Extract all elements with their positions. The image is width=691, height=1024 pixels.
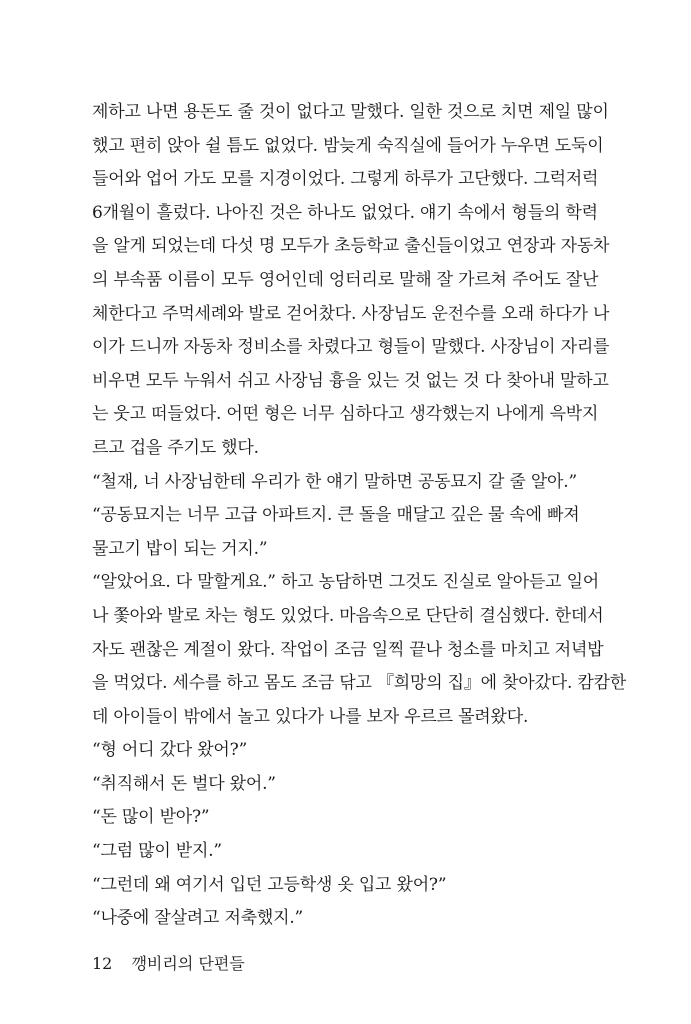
running-title: 깽비리의 단편들: [131, 954, 245, 973]
paragraph-dialogue: [92, 499, 596, 566]
text-line: “형 어디 갔다 왔어?”: [92, 740, 248, 761]
text-line: 6개월이 흘렀다. 나아진 것은 하나도 없었다. 얘기 속에서 형들의 학력: [92, 202, 598, 223]
paragraph-narrative-1: [92, 96, 610, 466]
text-line: 했고 편히 앉아 쉴 틈도 없었다. 밤늦게 숙직실에 들어가 누우면 도둑이: [92, 135, 604, 156]
text-line: “그럼 많이 받지.”: [92, 841, 222, 862]
text-line: 들어와 업어 가도 모를 지경이었다. 그렇게 하루가 고단했다. 그럭저럭: [92, 169, 599, 190]
paragraph-dialogue: [92, 466, 596, 500]
text-line: “그런데 왜 여기서 입던 고등학생 옷 입고 왔어?”: [92, 874, 447, 895]
paragraph-dialogue: [92, 734, 596, 768]
page-footer: [92, 952, 245, 976]
paragraph-dialogue: [92, 835, 596, 869]
text-line: “취직해서 돈 벌다 왔어.”: [92, 773, 276, 794]
text-line: “알았어요. 다 말할게요.” 하고 농담하면 그것도 진실로 알아듣고 일어: [92, 572, 600, 593]
paragraph-dialogue: [92, 902, 596, 936]
paragraph-dialogue: [92, 801, 596, 835]
text-line: “나중에 잘살려고 저축했지.”: [92, 908, 304, 929]
text-line: “공동묘지는 너무 고급 아파트지. 큰 돌을 매달고 깊은 물 속에 빠져: [92, 505, 580, 526]
body-text: [92, 96, 627, 936]
paragraph-dialogue: [92, 869, 596, 903]
text-line: 는 웃고 떠들었다. 어떤 형은 너무 심하다고 생각했는지 나에게 윽박지: [92, 404, 599, 425]
text-line: “철재, 너 사장님한테 우리가 한 얘기 말하면 공동묘지 갈 줄 알아.”: [92, 471, 577, 492]
page-number: 12: [92, 954, 113, 973]
text-line: 을 알게 되었는데 다섯 명 모두가 초등학교 출신들이었고 연장과 자동차: [92, 236, 610, 257]
paragraph-narrative-2: [92, 566, 627, 734]
text-line: 체한다고 주먹세례와 발로 걷어찼다. 사장님도 운전수를 오래 하다가 나: [92, 303, 610, 324]
text-line: 이가 드니까 자동차 정비소를 차렸다고 형들이 말했다. 사장님이 자리를: [92, 337, 610, 358]
text-line: 제하고 나면 용돈도 줄 것이 없다고 말했다. 일한 것으로 치면 제일 많이: [92, 102, 609, 122]
text-line: 물고기 밥이 되는 거지.”: [92, 538, 268, 559]
text-line: 을 먹었다. 세수를 하고 몸도 조금 닦고 『희망의 집』에 찾아갔다. 캄캄한: [92, 673, 627, 694]
text-line: 의 부속품 이름이 모두 영어인데 엉터리로 말해 잘 가르쳐 주어도 잘난: [92, 269, 599, 290]
paragraph-dialogue: [92, 768, 596, 802]
text-line: 르고 겁을 주기도 했다.: [92, 437, 259, 458]
text-line: 나 쫓아와 발로 차는 형도 있었다. 마음속으로 단단히 결심했다. 한데서: [92, 605, 604, 626]
text-line: “돈 많이 받아?”: [92, 807, 210, 828]
text-line: 데 아이들이 밖에서 놀고 있다가 나를 보자 우르르 몰려왔다.: [92, 706, 529, 727]
text-line: 비우면 모두 누워서 쉬고 사장님 흉을 있는 것 없는 것 다 찾아내 말하고: [92, 370, 609, 391]
text-line: 자도 괜찮은 계절이 왔다. 작업이 조금 일찍 끝나 청소를 마치고 저녁밥: [92, 639, 604, 660]
